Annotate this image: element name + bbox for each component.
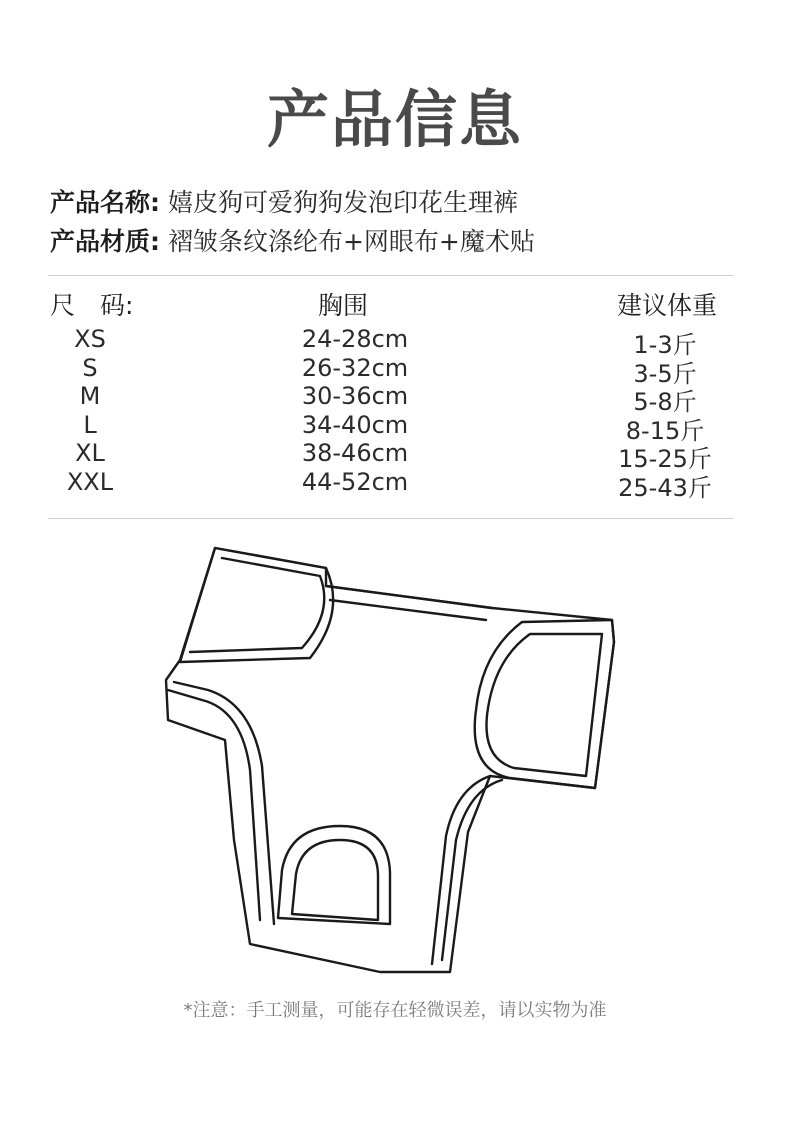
weight-cell: 1-3斤 <box>633 331 697 359</box>
weight-header: 建议体重 <box>617 291 718 320</box>
product-name-label: 产品名称: <box>50 188 160 217</box>
divider-top <box>48 275 734 276</box>
waistband-strip <box>326 586 492 620</box>
measurement-note: *注意：手工测量，可能存在轻微误差，请以实物为准 <box>183 1000 607 1021</box>
size-cell: L <box>83 410 97 439</box>
chest-cell: 26-32cm <box>301 353 409 382</box>
tail-hole-inner <box>292 840 378 920</box>
weight-cell: 15-25斤 <box>618 445 712 474</box>
product-name-value: 嬉皮狗可爱狗狗发泡印花生理裤 <box>167 188 518 217</box>
product-material-label: 产品材质: <box>50 227 160 256</box>
size-table-body <box>0 325 790 502</box>
weight-cell: 5-8斤 <box>633 388 697 417</box>
table-row <box>0 325 790 359</box>
chest-cell: 44-52cm <box>301 467 409 496</box>
product-material-value: 褶皱条纹涤纶布+网眼布+魔术贴 <box>167 227 535 256</box>
right-tab-inner <box>486 634 602 776</box>
divider-bottom <box>48 518 734 519</box>
size-cell: XXL <box>66 467 114 496</box>
size-table-header <box>0 286 790 318</box>
table-row <box>0 353 790 388</box>
product-name-row <box>50 183 518 219</box>
table-row <box>0 439 790 474</box>
size-header: 尺 码: <box>50 291 134 320</box>
chest-cell: 24-28cm <box>301 325 409 353</box>
dog-pants-illustration <box>150 540 630 990</box>
product-material-row <box>50 222 535 258</box>
chest-cell: 38-46cm <box>301 439 409 468</box>
table-row <box>0 382 790 417</box>
left-tab-inner <box>190 558 324 652</box>
weight-cell: 3-5斤 <box>633 359 697 388</box>
weight-cell: 25-43斤 <box>618 473 712 502</box>
size-cell: XL <box>75 439 105 468</box>
chest-cell: 34-40cm <box>301 410 409 439</box>
table-row <box>0 467 790 502</box>
table-row <box>0 410 790 445</box>
right-leg-binding-inner <box>432 776 490 964</box>
chest-cell: 30-36cm <box>301 382 409 411</box>
size-cell: M <box>79 382 101 411</box>
size-cell: XS <box>74 325 106 353</box>
weight-cell: 8-15斤 <box>625 416 705 445</box>
right-leg-binding <box>442 780 502 960</box>
page-title: 产品信息 <box>266 83 523 156</box>
size-cell: S <box>82 353 98 382</box>
chest-header: 胸围 <box>318 291 369 320</box>
